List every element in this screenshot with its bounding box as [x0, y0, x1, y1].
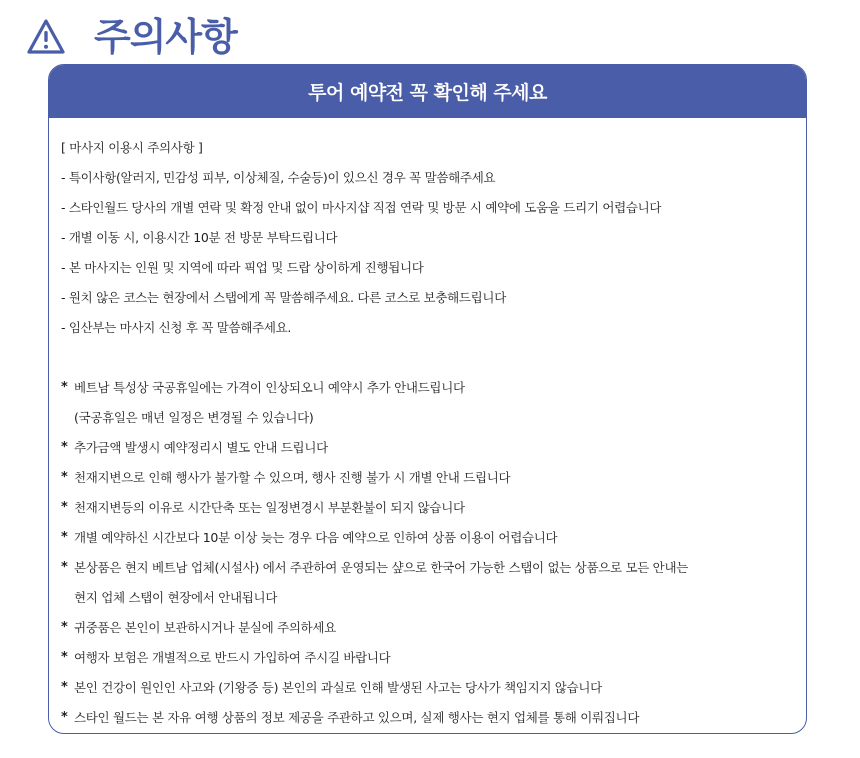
general-note — [61, 463, 806, 493]
general-note — [61, 703, 806, 733]
massage-note: - 개별 이동 시, 이용시간 10분 전 방문 부탁드립니다 — [61, 230, 338, 245]
massage-note: - 특이사항(알러지, 민감성 피부, 이상체질, 수술등)이 있으신 경우 꼭 말씀해주세요 — [61, 170, 496, 185]
star-marker: * — [61, 530, 68, 545]
general-note-text: 여행자 보험은 개별적으로 반드시 가입하여 주시길 바랍니다 — [74, 650, 391, 665]
notice-box — [48, 64, 807, 734]
massage-note: - 본 마사지는 인원 및 지역에 따라 픽업 및 드랍 상이하게 진행됩니다 — [61, 260, 424, 275]
star-marker: * — [61, 710, 68, 725]
general-note-text: 스타인 월드는 본 자유 여행 상품의 정보 제공을 주관하고 있으며, 실제 행사는 현지 업체를 통해 이뤄집니다 — [74, 710, 640, 725]
star-marker: * — [61, 380, 68, 395]
warning-icon — [26, 18, 66, 56]
notice-body — [49, 118, 806, 733]
general-note — [61, 523, 806, 553]
massage-note: - 임산부는 마사지 신청 후 꼭 말씀해주세요. — [61, 320, 292, 335]
general-note-text: 추가금액 발생시 예약정리시 별도 안내 드립니다 — [74, 440, 328, 455]
general-note-continuation: 현지 업체 스탭이 현장에서 안내됩니다 — [74, 590, 278, 605]
general-note-text: 베트남 특성상 국공휴일에는 가격이 인상되오니 예약시 추가 안내드립니다 — [74, 380, 465, 395]
star-marker: * — [61, 680, 68, 695]
title-row — [26, 12, 237, 62]
general-note-text: 천재지변으로 인해 행사가 불가할 수 있으며, 행사 진행 불가 시 개별 안내 드립니다 — [74, 470, 511, 485]
massage-note: - 원치 않은 코스는 현장에서 스탭에게 꼭 말씀해주세요. 다른 코스로 보충해드립니다 — [61, 290, 506, 305]
page-title: 주의사항 — [94, 15, 237, 59]
star-marker: * — [61, 620, 68, 635]
general-note — [61, 673, 806, 703]
general-note-text: 천재지변등의 이유로 시간단축 또는 일정변경시 부분환불이 되지 않습니다 — [74, 500, 465, 515]
massage-section-title: [ 마사지 이용시 주의사항 ] — [61, 140, 203, 155]
star-marker: * — [61, 560, 68, 575]
star-marker: * — [61, 650, 68, 665]
general-note — [61, 373, 806, 403]
general-note-text: 본인 건강이 원인인 사고와 (기왕증 등) 본인의 과실로 인해 발생된 사고는 당사가 책임지지 않습니다 — [74, 680, 602, 695]
section-gap — [61, 343, 806, 373]
general-note — [61, 643, 806, 673]
star-marker: * — [61, 500, 68, 515]
star-marker: * — [61, 440, 68, 455]
general-note-text: 개별 예약하신 시간보다 10분 이상 늦는 경우 다음 예약으로 인하여 상품 이용이 어렵습니다 — [74, 530, 558, 545]
general-note — [61, 433, 806, 463]
general-note — [61, 553, 806, 583]
general-note-text: 귀중품은 본인이 보관하시거나 분실에 주의하세요 — [74, 620, 336, 635]
general-note-continuation: (국공휴일은 매년 일정은 변경될 수 있습니다) — [74, 410, 314, 425]
general-note — [61, 613, 806, 643]
general-note — [61, 493, 806, 523]
star-marker: * — [61, 470, 68, 485]
massage-note: - 스타인월드 당사의 개별 연락 및 확정 안내 없이 마사지샵 직접 연락 및 방문 시 예약에 도움을 드리기 어렵습니다 — [61, 200, 662, 215]
notice-header: 투어 예약전 꼭 확인해 주세요 — [49, 65, 806, 118]
general-note-text: 본상품은 현지 베트남 업체(시설사) 에서 주관하여 운영되는 샾으로 한국어 가능한 스탭이 없는 상품으로 모든 안내는 — [74, 560, 689, 575]
